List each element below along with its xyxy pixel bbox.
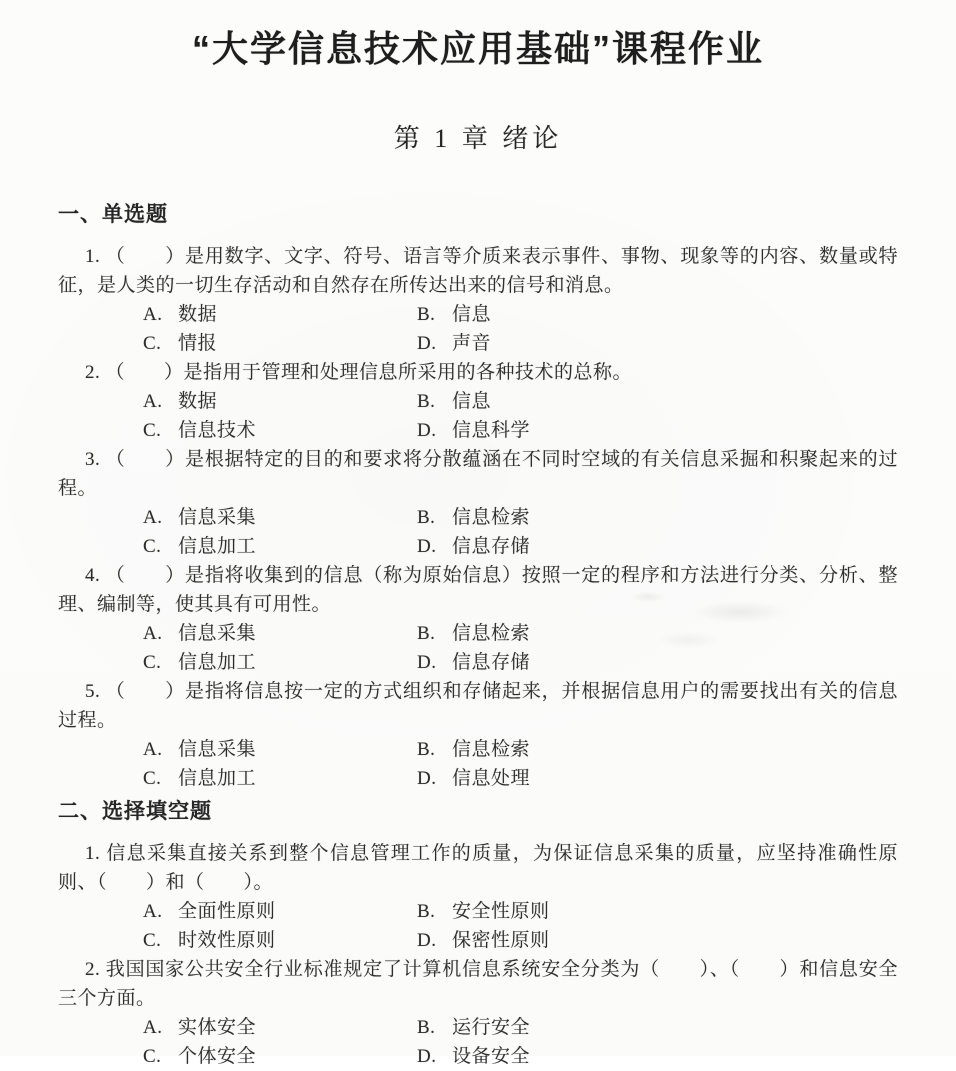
option-label: C. xyxy=(143,333,162,354)
option-label: A. xyxy=(143,623,163,644)
question-text: 4. （ ）是指将收集到的信息（称为原始信息）按照一定的程序和方法进行分类、分析、整理、编制等，使其具有可用性。 xyxy=(58,565,898,615)
option-item xyxy=(417,532,898,561)
option-item xyxy=(143,897,417,926)
option-label: B. xyxy=(417,391,436,412)
option-item xyxy=(417,926,898,955)
option-text: 运行安全 xyxy=(452,1017,531,1038)
option-text: 信息检索 xyxy=(452,623,531,644)
option-text: 信息检索 xyxy=(452,507,531,528)
option-text: 情报 xyxy=(178,333,218,354)
option-label: D. xyxy=(417,536,437,557)
option-item xyxy=(143,1042,417,1071)
option-text: 安全性原则 xyxy=(452,901,550,922)
option-label: B. xyxy=(417,739,436,760)
option-item xyxy=(143,926,417,955)
option-text: 全面性原则 xyxy=(178,901,276,922)
option-item xyxy=(417,1013,898,1042)
option-text: 个体安全 xyxy=(178,1046,257,1067)
section-heading: 一、单选题 xyxy=(58,203,168,226)
page-title: “大学信息技术应用基础”课程作业 xyxy=(191,28,764,69)
option-label: C. xyxy=(143,652,162,673)
option-item xyxy=(417,897,898,926)
option-text: 信息加工 xyxy=(178,536,257,557)
options-grid xyxy=(143,897,898,955)
option-label: D. xyxy=(417,768,437,789)
option-label: C. xyxy=(143,930,162,951)
chapter-heading: 第 1 章 绪论 xyxy=(393,124,563,153)
option-item xyxy=(143,619,417,648)
option-text: 信息加工 xyxy=(178,652,257,673)
option-text: 信息采集 xyxy=(178,507,257,528)
option-label: A. xyxy=(143,391,163,412)
option-text: 信息 xyxy=(452,391,492,412)
option-item xyxy=(143,764,417,793)
option-text: 信息技术 xyxy=(178,420,257,441)
option-label: D. xyxy=(417,930,437,951)
question-text: 1. （ ）是用数字、文字、符号、语言等介质来表示事件、事物、现象等的内容、数量或特征，是人类的一切生存活动和自然存在所传达出来的信号和消息。 xyxy=(58,246,898,296)
option-label: D. xyxy=(417,420,437,441)
option-item xyxy=(143,648,417,677)
option-item xyxy=(417,329,898,358)
options-grid xyxy=(143,503,898,561)
option-item xyxy=(417,764,898,793)
option-item xyxy=(417,387,898,416)
option-text: 声音 xyxy=(452,333,492,354)
option-text: 信息存储 xyxy=(452,536,531,557)
option-label: C. xyxy=(143,768,162,789)
option-label: A. xyxy=(143,901,163,922)
question-text: 5. （ ）是指将信息按一定的方式组织和存储起来，并根据信息用户的需要找出有关的信息过程。 xyxy=(58,681,898,731)
options-grid xyxy=(143,735,898,793)
section-1 xyxy=(58,202,898,793)
option-item xyxy=(143,735,417,764)
option-label: B. xyxy=(417,901,436,922)
option-text: 时效性原则 xyxy=(178,930,276,951)
sections-container xyxy=(58,202,898,1071)
question-text: 1. 信息采集直接关系到整个信息管理工作的质量，为保证信息采集的质量，应坚持准确性原则、（ ）和（ ）。 xyxy=(58,843,898,893)
option-text: 保密性原则 xyxy=(452,930,550,951)
option-label: B. xyxy=(417,304,436,325)
option-item xyxy=(417,619,898,648)
option-item xyxy=(143,532,417,561)
option-item xyxy=(143,416,417,445)
option-label: A. xyxy=(143,739,163,760)
option-label: C. xyxy=(143,420,162,441)
question-text: 2. （ ）是指用于管理和处理信息所采用的各种技术的总称。 xyxy=(85,362,633,383)
option-item xyxy=(417,648,898,677)
option-item xyxy=(143,300,417,329)
option-label: D. xyxy=(417,333,437,354)
option-text: 信息采集 xyxy=(178,739,257,760)
option-text: 数据 xyxy=(178,391,218,412)
question-text: 2. 我国国家公共安全行业标准规定了计算机信息系统安全分类为（ ）、（ ）和信息安全三个方面。 xyxy=(58,959,898,1009)
option-item xyxy=(417,735,898,764)
option-item xyxy=(143,387,417,416)
option-label: C. xyxy=(143,536,162,557)
options-grid xyxy=(143,387,898,445)
option-label: B. xyxy=(417,1017,436,1038)
option-item xyxy=(143,503,417,532)
option-text: 信息处理 xyxy=(452,768,531,789)
option-text: 信息加工 xyxy=(178,768,257,789)
option-label: A. xyxy=(143,1017,163,1038)
option-label: A. xyxy=(143,304,163,325)
option-label: D. xyxy=(417,652,437,673)
option-text: 数据 xyxy=(178,304,218,325)
option-item xyxy=(417,1042,898,1071)
option-text: 实体安全 xyxy=(178,1017,257,1038)
option-text: 信息科学 xyxy=(452,420,531,441)
option-text: 信息检索 xyxy=(452,739,531,760)
option-label: B. xyxy=(417,507,436,528)
option-item xyxy=(417,503,898,532)
option-item xyxy=(143,1013,417,1042)
section-2 xyxy=(58,799,898,1071)
question-text: 3. （ ）是根据特定的目的和要求将分散蕴涵在不同时空域的有关信息采掘和积聚起来的过程。 xyxy=(58,449,898,499)
option-item xyxy=(143,329,417,358)
option-label: A. xyxy=(143,507,163,528)
option-item xyxy=(417,300,898,329)
option-text: 信息 xyxy=(452,304,492,325)
option-text: 信息采集 xyxy=(178,623,257,644)
option-text: 信息存储 xyxy=(452,652,531,673)
option-label: C. xyxy=(143,1046,162,1067)
option-item xyxy=(417,416,898,445)
section-heading: 二、选择填空题 xyxy=(58,800,212,823)
options-grid xyxy=(143,300,898,358)
option-label: B. xyxy=(417,623,436,644)
options-grid xyxy=(143,619,898,677)
options-grid xyxy=(143,1013,898,1071)
option-label: D. xyxy=(417,1046,437,1067)
option-text: 设备安全 xyxy=(452,1046,531,1067)
